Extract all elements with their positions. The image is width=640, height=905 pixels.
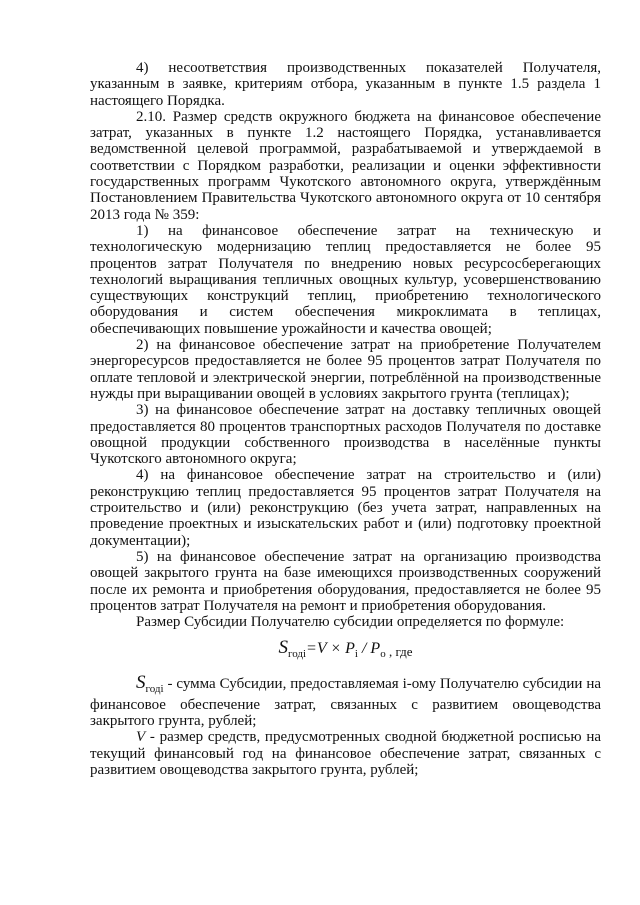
paragraph-sub-3: 3) на финансовое обеспечение затрат на доставку тепличных овощей предоставляется 80 процентов транспортных расходов Получателя по доставке овощной продукции собственного производства в населённые пункты Чукотского автономного округа; <box>90 402 601 468</box>
paragraph-item-4: 4) несоответствия производственных показателей Получателя, указанным в заявке, критериям отбора, указанным в пункте 1.5 раздела 1 настоящего Порядка. <box>90 60 601 109</box>
formula-p2: P <box>370 640 381 658</box>
paragraph-sub-1: 1) на финансовое обеспечение затрат на техническую и технологическую модернизацию теплиц предоставляется не более 95 процентов затрат Получателя по внедрению новых ресурсосберегающих технологий выращивания тепличных овощных культур, усовершенствованию существующих конструкций теплиц, приобретению технологического оборудования и систем обеспечения микроклимата в теплицах, обеспечивающих повышение урожайности и качества овощей; <box>90 222 601 337</box>
formula-intro: Размер Субсидии Получателю субсидии определяется по формуле: <box>136 614 565 631</box>
formula-s: S <box>278 637 288 659</box>
paragraph-2-10: 2.10. Размер средств окружного бюджета на финансовое обеспечение затрат, указанных в пункте 1.2 настоящего Порядка, устанавливается ведомственной целевой программой, разрабатываемой и утверждаемой в соответствии с Порядком разработки, реализации и оценки эффективности государственных программ Чукотского автономного округа, утверждённым Постановлением Правительства Чукотского автономного округа от 10 сентября 2013 года № 359: <box>90 108 601 223</box>
definition-s <box>90 671 601 730</box>
paragraph-sub-5: 5) на финансовое обеспечение затрат на организацию производства овощей закрытого грунта на базе имеющихся производственных сооружений после их ремонта и приобретения оборудования, предоставляется не более 95 процентов затрат Получателя на ремонт и приобретения оборудования. <box>90 548 601 614</box>
paragraph-sub-4: 4) на финансовое обеспечение затрат на строительство и (или) реконструкцию теплиц предоставляется 95 процентов затрат Получателя на строительство и (или) реконструкцию (без учета затрат, направленных на проведение проектных и изыскательских работ и (или) подготовку проектной документации); <box>90 467 601 549</box>
def-s-sub: годi <box>145 682 164 695</box>
document-page <box>90 60 601 778</box>
def-s-symbol: S <box>136 671 146 693</box>
formula-gde: , где <box>385 644 413 660</box>
formula-p-o: o <box>380 648 386 661</box>
def-v-symbol: V <box>136 729 146 746</box>
formula-slash: / <box>357 640 371 658</box>
formula-eq: = <box>306 640 317 658</box>
formula-p: P <box>345 640 355 658</box>
formula-s-sub: годi <box>287 648 307 661</box>
def-s-text: - сумма Субсидии, предоставляемая i-ому Получателю субсидии на финансовое обеспечение затрат, связанных с развитием овощеводства закрытого грунта, рублей; <box>90 675 601 730</box>
formula-times: × <box>326 640 346 658</box>
subsidy-formula <box>90 638 601 664</box>
def-v-text: - размер средств, предусмотренных сводной бюджетной росписью на текущий финансовый год на финансовое обеспечение затрат, связанных с развитием овощеводства закрытого грунта, рублей; <box>90 729 601 779</box>
definition-v <box>90 729 601 778</box>
paragraph-sub-2: 2) на финансовое обеспечение затрат на приобретение Получателем энергоресурсов предоставляется не более 95 процентов затрат Получателя по оплате тепловой и электрической энергии, потреблённой на производственные нужды при выращивании овощей в условиях закрытого грунта (теплицах); <box>90 337 601 402</box>
formula-v: V <box>316 640 327 658</box>
formula-p-i: i <box>354 648 358 661</box>
